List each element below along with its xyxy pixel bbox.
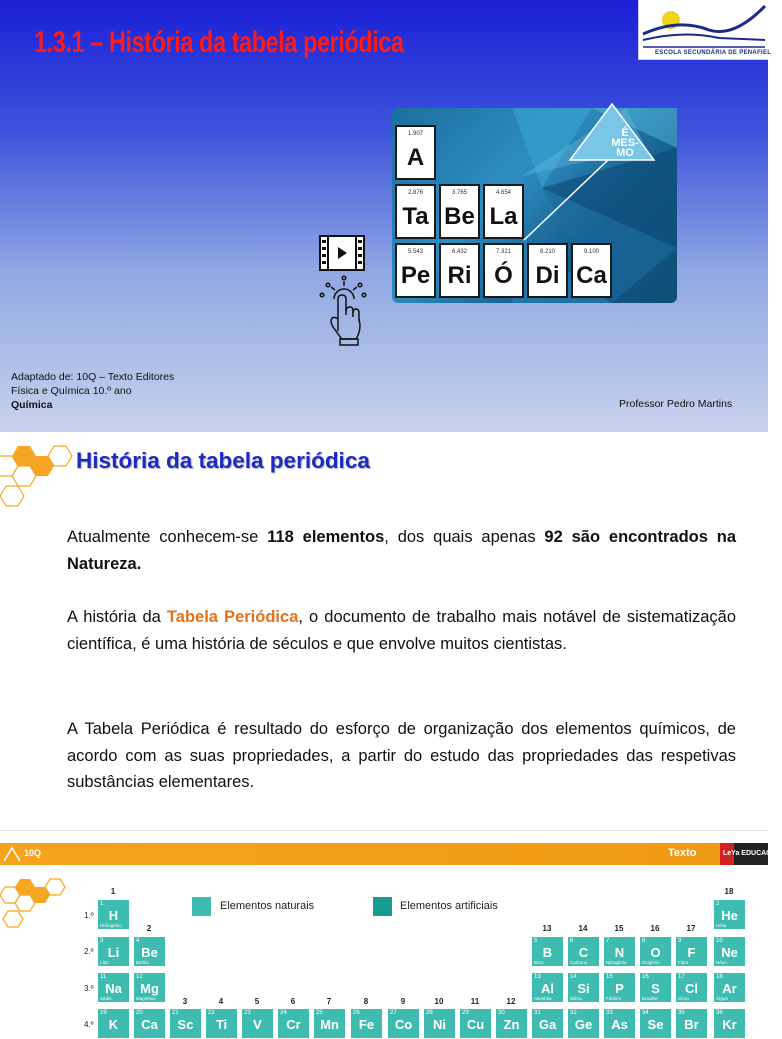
element-symbol: Na bbox=[105, 981, 122, 996]
element-symbol: He bbox=[721, 908, 738, 923]
element-name: Hidrogénio bbox=[100, 923, 122, 928]
text-run: Atualmente conhecem-se bbox=[67, 528, 268, 546]
atomic-number: 12 bbox=[136, 974, 143, 980]
group-number: 7 bbox=[326, 997, 332, 1006]
10q-logo-icon bbox=[2, 845, 22, 863]
element-cell bbox=[603, 972, 636, 1003]
leya-label: LeYa EDUCAÇÃO bbox=[723, 850, 782, 857]
element-symbol: Si bbox=[577, 981, 590, 996]
element-cell bbox=[639, 936, 672, 967]
element-symbol: Zn bbox=[503, 1017, 520, 1032]
group-number: 9 bbox=[400, 997, 406, 1006]
element-cell bbox=[603, 936, 636, 967]
period-number: 2.º bbox=[84, 947, 94, 956]
group-number: 18 bbox=[724, 887, 734, 896]
element-cell bbox=[133, 972, 166, 1003]
element-symbol: Cl bbox=[685, 981, 698, 996]
credit-subject: Química bbox=[11, 399, 53, 411]
tile-number: 9.100 bbox=[583, 249, 599, 255]
tile-number: 7.321 bbox=[495, 249, 511, 255]
tile-symbol: A bbox=[406, 144, 425, 171]
video-tile bbox=[395, 243, 436, 298]
element-cell bbox=[639, 1008, 672, 1039]
atomic-number: 14 bbox=[570, 974, 577, 980]
group-number: 2 bbox=[146, 924, 152, 933]
group-number: 11 bbox=[470, 997, 480, 1006]
tile-symbol: Ó bbox=[494, 262, 513, 289]
element-symbol: S bbox=[651, 981, 660, 996]
element-symbol: Ca bbox=[141, 1017, 158, 1032]
element-name: Carbono bbox=[570, 960, 588, 965]
group-number: 17 bbox=[686, 924, 696, 933]
element-name: Árgon bbox=[716, 996, 729, 1001]
tile-symbol: Ca bbox=[576, 262, 607, 289]
element-symbol: Ga bbox=[538, 1017, 557, 1032]
atomic-number: 7 bbox=[606, 938, 610, 944]
element-cell bbox=[713, 899, 746, 930]
paragraph-organization: A Tabela Periódica é resultado do esforço de organização dos elementos químicos, de acordo com as suas propriedades, a partir do estudo das propriedades das respetivas substâncias elementares. bbox=[67, 720, 736, 791]
element-symbol: B bbox=[542, 945, 553, 960]
atomic-number: 25 bbox=[316, 1010, 323, 1016]
element-cell bbox=[459, 1008, 492, 1039]
element-cell bbox=[713, 936, 746, 967]
video-tile bbox=[483, 184, 524, 239]
element-cell bbox=[639, 972, 672, 1003]
atomic-number: 10 bbox=[716, 938, 723, 944]
bar-left-label: 10Q bbox=[24, 848, 42, 858]
atomic-number: 23 bbox=[244, 1010, 251, 1016]
video-tile bbox=[439, 184, 480, 239]
tile-symbol: La bbox=[489, 203, 518, 230]
group-number: 6 bbox=[290, 997, 296, 1006]
element-cell bbox=[97, 972, 130, 1003]
element-symbol: Kr bbox=[722, 1017, 737, 1032]
element-cell bbox=[531, 936, 564, 967]
slide-title: 1.3.1 – História da tabela periódica bbox=[34, 26, 404, 59]
hexagon-decoration-icon bbox=[0, 442, 76, 512]
element-name: Nitrogénio bbox=[606, 960, 627, 965]
group-number: 12 bbox=[506, 997, 516, 1006]
element-name: Oxigénio bbox=[642, 960, 660, 965]
group-number: 5 bbox=[254, 997, 260, 1006]
triangle-line: MO bbox=[616, 147, 634, 159]
element-symbol: As bbox=[611, 1017, 628, 1032]
element-name: Magnésio bbox=[136, 996, 156, 1001]
element-cell bbox=[495, 1008, 528, 1039]
atomic-number: 36 bbox=[716, 1010, 723, 1016]
atomic-number: 11 bbox=[100, 974, 107, 980]
periodic-table-slide bbox=[0, 830, 782, 1032]
tile-symbol: Ri bbox=[447, 262, 472, 289]
atomic-number: 8 bbox=[642, 938, 646, 944]
element-cell bbox=[603, 1008, 636, 1039]
atomic-number: 28 bbox=[426, 1010, 433, 1016]
atomic-number: 31 bbox=[534, 1010, 541, 1016]
atomic-number: 30 bbox=[498, 1010, 505, 1016]
video-tile bbox=[395, 184, 436, 239]
element-cell bbox=[277, 1008, 310, 1039]
credit-book: Física e Química 10.º ano bbox=[11, 385, 132, 397]
element-symbol: V bbox=[253, 1017, 262, 1032]
tile-number: 8.210 bbox=[539, 249, 555, 255]
element-symbol: Ne bbox=[721, 945, 738, 960]
element-symbol: Li bbox=[107, 945, 120, 960]
element-cell bbox=[97, 899, 130, 930]
element-cell bbox=[567, 936, 600, 967]
group-number: 8 bbox=[363, 997, 369, 1006]
element-cell bbox=[713, 972, 746, 1003]
element-cell bbox=[205, 1008, 238, 1039]
element-symbol: C bbox=[578, 945, 589, 960]
element-symbol: H bbox=[108, 908, 119, 923]
element-symbol: Al bbox=[541, 981, 554, 996]
atomic-number: 27 bbox=[390, 1010, 397, 1016]
atomic-number: 21 bbox=[172, 1010, 179, 1016]
element-symbol: Ge bbox=[574, 1017, 593, 1032]
group-number: 4 bbox=[218, 997, 224, 1006]
element-cell bbox=[531, 1008, 564, 1039]
element-name: Fósforo bbox=[606, 996, 622, 1001]
bar-publisher-label: Texto bbox=[668, 847, 697, 859]
group-number: 14 bbox=[578, 924, 588, 933]
element-symbol: N bbox=[614, 945, 625, 960]
element-cell bbox=[133, 1008, 166, 1039]
tile-symbol: Ta bbox=[402, 203, 429, 230]
element-name: Lítio bbox=[100, 960, 109, 965]
element-symbol: Cr bbox=[286, 1017, 301, 1032]
group-number: 15 bbox=[614, 924, 624, 933]
tap-hand-icon bbox=[318, 275, 366, 347]
section-title: História da tabela periódica bbox=[76, 448, 370, 473]
element-name: Enxofre bbox=[642, 996, 658, 1001]
element-symbol: Fe bbox=[358, 1017, 375, 1032]
period-number: 3.º bbox=[84, 984, 94, 993]
element-cell bbox=[713, 1008, 746, 1039]
text-run: , o documento de trabalho mais notável de sistematização científica, é uma história de séculos e que envolve muitos cientistas. bbox=[67, 608, 737, 653]
legend-artificial-swatch bbox=[373, 897, 392, 916]
video-tile bbox=[527, 243, 568, 298]
professor-name: Professor Pedro Martins bbox=[619, 398, 733, 410]
triangle-line: MES- bbox=[611, 137, 639, 149]
credit-source: Adaptado de: 10Q – Texto Editores bbox=[11, 371, 175, 383]
atomic-number: 22 bbox=[208, 1010, 215, 1016]
element-name: Sódio bbox=[100, 996, 112, 1001]
element-name: Hélio bbox=[716, 923, 727, 928]
tile-number: 4.654 bbox=[495, 190, 511, 196]
atomic-number: 26 bbox=[353, 1010, 360, 1016]
tile-number: 1.907 bbox=[407, 131, 423, 137]
element-symbol: Sc bbox=[177, 1017, 194, 1032]
legend-natural-label: Elementos naturais bbox=[220, 900, 315, 912]
element-cell bbox=[675, 936, 708, 967]
atomic-number: 9 bbox=[678, 938, 682, 944]
element-name: Cloro bbox=[678, 996, 689, 1001]
element-symbol: Br bbox=[684, 1017, 699, 1032]
atomic-number: 20 bbox=[136, 1010, 143, 1016]
element-cell bbox=[423, 1008, 456, 1039]
text-run-highlight: Tabela Periódica bbox=[166, 608, 299, 626]
video-tile bbox=[439, 243, 480, 298]
element-cell bbox=[387, 1008, 420, 1039]
atomic-number: 16 bbox=[642, 974, 649, 980]
video-tile bbox=[395, 125, 436, 180]
element-name: Flúor bbox=[678, 960, 689, 965]
element-name: Boro bbox=[534, 960, 544, 965]
element-cell bbox=[241, 1008, 274, 1039]
element-symbol: P bbox=[615, 981, 624, 996]
video-tile bbox=[571, 243, 612, 298]
triangle-line: É bbox=[621, 127, 629, 139]
tile-number: 3.765 bbox=[451, 190, 467, 196]
video-tile bbox=[483, 243, 524, 298]
element-symbol: K bbox=[108, 1017, 119, 1032]
atomic-number: 13 bbox=[534, 974, 541, 980]
title-slide bbox=[0, 0, 772, 432]
element-symbol: F bbox=[687, 945, 696, 960]
atomic-number: 35 bbox=[678, 1010, 685, 1016]
element-cell bbox=[169, 1008, 202, 1039]
hexagon-decoration-icon bbox=[0, 877, 70, 937]
text-run-bold: 118 elementos bbox=[267, 528, 385, 546]
element-symbol: Ni bbox=[433, 1017, 446, 1032]
text-run-bold: 92 são encontrados na Natureza. bbox=[67, 528, 736, 573]
atomic-number: 15 bbox=[606, 974, 613, 980]
element-symbol: Mg bbox=[140, 981, 159, 996]
atomic-number: 18 bbox=[716, 974, 723, 980]
atomic-number: 29 bbox=[462, 1010, 469, 1016]
element-cell bbox=[350, 1008, 383, 1039]
element-name: Silício bbox=[570, 996, 583, 1001]
school-logo bbox=[638, 0, 772, 60]
atomic-number: 17 bbox=[678, 974, 685, 980]
period-number: 4.º bbox=[84, 1020, 94, 1029]
element-symbol: Ar bbox=[722, 981, 737, 996]
atomic-number: 34 bbox=[642, 1010, 649, 1016]
element-symbol: Mn bbox=[320, 1017, 339, 1032]
element-cell bbox=[567, 1008, 600, 1039]
group-number: 1 bbox=[110, 887, 116, 896]
legend-natural-swatch bbox=[192, 897, 211, 916]
tile-symbol: Be bbox=[444, 203, 475, 230]
atomic-number: 3 bbox=[100, 938, 104, 944]
element-name: Berílio bbox=[136, 960, 149, 965]
period-number: 1.º bbox=[84, 911, 94, 920]
publisher-bar bbox=[0, 843, 782, 865]
school-name: ESCOLA SECUNDÁRIA DE PENAFIEL bbox=[655, 50, 772, 56]
element-symbol: Cu bbox=[466, 1017, 485, 1032]
element-name: Alumínio bbox=[534, 996, 552, 1001]
triangle-label bbox=[598, 128, 652, 158]
atomic-number: 1 bbox=[100, 901, 104, 907]
atomic-number: 32 bbox=[570, 1010, 577, 1016]
atomic-number: 4 bbox=[136, 938, 140, 944]
atomic-number: 33 bbox=[606, 1010, 613, 1016]
element-cell bbox=[97, 936, 130, 967]
group-number: 3 bbox=[182, 997, 188, 1006]
atomic-number: 6 bbox=[570, 938, 574, 944]
element-symbol: Ti bbox=[215, 1017, 228, 1032]
text-run: , dos quais apenas bbox=[384, 528, 545, 546]
element-symbol: Co bbox=[394, 1017, 413, 1032]
atomic-number: 19 bbox=[100, 1010, 107, 1016]
element-name: Néon bbox=[716, 960, 727, 965]
element-cell bbox=[133, 936, 166, 967]
element-cell bbox=[97, 1008, 130, 1039]
text-run: A história da bbox=[67, 608, 167, 626]
group-number: 13 bbox=[542, 924, 552, 933]
element-symbol: Be bbox=[141, 945, 158, 960]
tile-number: 2.876 bbox=[407, 190, 423, 196]
tile-number: 6.432 bbox=[451, 249, 467, 255]
element-cell bbox=[675, 1008, 708, 1039]
element-symbol: O bbox=[650, 945, 661, 960]
tile-symbol: Di bbox=[535, 262, 560, 289]
video-play-icon[interactable] bbox=[318, 234, 366, 272]
legend-artificial-label: Elementos artificiais bbox=[400, 900, 498, 912]
element-cell bbox=[675, 972, 708, 1003]
atomic-number: 2 bbox=[716, 901, 720, 907]
atomic-number: 24 bbox=[280, 1010, 287, 1016]
element-cell bbox=[531, 972, 564, 1003]
element-cell bbox=[567, 972, 600, 1003]
element-symbol: Se bbox=[647, 1017, 664, 1032]
group-number: 16 bbox=[650, 924, 660, 933]
paragraph-history bbox=[67, 604, 736, 657]
atomic-number: 5 bbox=[534, 938, 538, 944]
publisher-logo bbox=[720, 843, 782, 865]
group-number: 10 bbox=[434, 997, 444, 1006]
tile-number: 5.543 bbox=[407, 249, 423, 255]
history-slide bbox=[0, 432, 768, 830]
tile-symbol: Pe bbox=[400, 262, 431, 289]
element-cell bbox=[313, 1008, 346, 1039]
paragraph-elements-count bbox=[67, 524, 736, 577]
